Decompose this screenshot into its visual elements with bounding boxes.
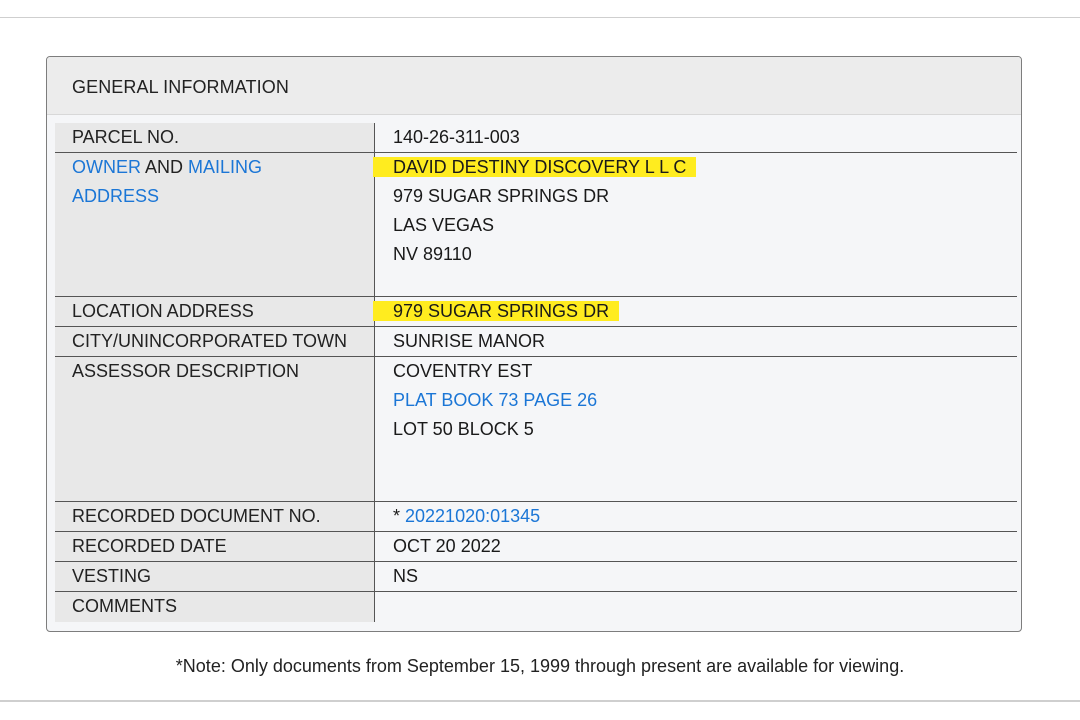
subdivision-name: COVENTRY EST: [393, 361, 533, 381]
vesting-value: NS: [393, 566, 419, 586]
plat-book-link[interactable]: PLAT BOOK 73 PAGE 26: [393, 390, 598, 410]
label-cell: [55, 357, 375, 501]
label-cell: [55, 532, 375, 561]
table-row-owner-mailing: [55, 153, 1017, 297]
mailing-state-zip: NV 89110: [393, 244, 472, 264]
assessor-description-link[interactable]: ASSESSOR DESCRIPTION: [72, 361, 300, 381]
location-address-highlighted: 979 SUGAR SPRINGS DR: [373, 301, 619, 321]
label-cell: [55, 592, 375, 622]
parcel-info-table: [55, 123, 1017, 622]
city-town-link[interactable]: CITY/UNINCORPORATED TOWN: [72, 331, 348, 351]
label-cell: [55, 123, 375, 152]
label-cell: [55, 327, 375, 356]
recorded-date-label: RECORDED DATE: [72, 536, 227, 556]
location-address-value: [393, 297, 619, 326]
label-cell: [55, 562, 375, 591]
availability-note: *Note: Only documents from September 15, 1999 through present are available for viewing.: [175, 656, 905, 676]
label-cell: [55, 502, 375, 531]
owner-link[interactable]: OWNER: [72, 157, 141, 177]
table-row-city: [55, 327, 1017, 357]
parcel-no-link[interactable]: PARCEL NO.: [72, 127, 180, 147]
mailing-city: LAS VEGAS: [393, 215, 495, 235]
comments-label: COMMENTS: [72, 596, 177, 616]
table-row-location-address: [55, 297, 1017, 327]
assessor-description-value: [393, 357, 597, 444]
recorded-date-value: OCT 20 2022: [393, 536, 501, 556]
vesting-label: VESTING: [72, 566, 152, 586]
and-text: AND: [141, 157, 189, 177]
city-town-value: SUNRISE MANOR: [393, 331, 546, 351]
owner-mailing-value: [393, 153, 696, 269]
top-divider: [0, 17, 1080, 18]
table-row-parcel-no: [55, 123, 1017, 153]
mailing-link[interactable]: MAILING: [188, 157, 263, 177]
recorded-document-value: [393, 502, 540, 531]
owner-mailing-label: [72, 153, 372, 211]
table-row-recorded-document: [55, 502, 1017, 532]
panel-title: GENERAL INFORMATION: [72, 77, 289, 97]
location-address-link[interactable]: LOCATION ADDRESS: [72, 301, 254, 321]
table-row-comments: [55, 592, 1017, 622]
mailing-street: 979 SUGAR SPRINGS DR: [393, 186, 610, 206]
panel-header: [47, 57, 1021, 115]
table-row-recorded-date: [55, 532, 1017, 562]
label-cell: [55, 153, 375, 296]
owner-name-highlighted: DAVID DESTINY DISCOVERY L L C: [373, 157, 696, 177]
table-row-assessor-description: [55, 357, 1017, 502]
recorded-document-label: RECORDED DOCUMENT NO.: [72, 506, 321, 526]
parcel-no-value: 140-26-311-003: [393, 127, 520, 147]
asterisk-prefix: *: [393, 506, 406, 526]
lot-block: LOT 50 BLOCK 5: [393, 419, 534, 439]
label-cell: [55, 297, 375, 326]
bottom-divider: [0, 700, 1080, 702]
recorded-document-link[interactable]: 20221020:01345: [405, 506, 541, 526]
address-link[interactable]: ADDRESS: [72, 186, 160, 206]
general-information-panel: [46, 56, 1022, 632]
table-row-vesting: [55, 562, 1017, 592]
